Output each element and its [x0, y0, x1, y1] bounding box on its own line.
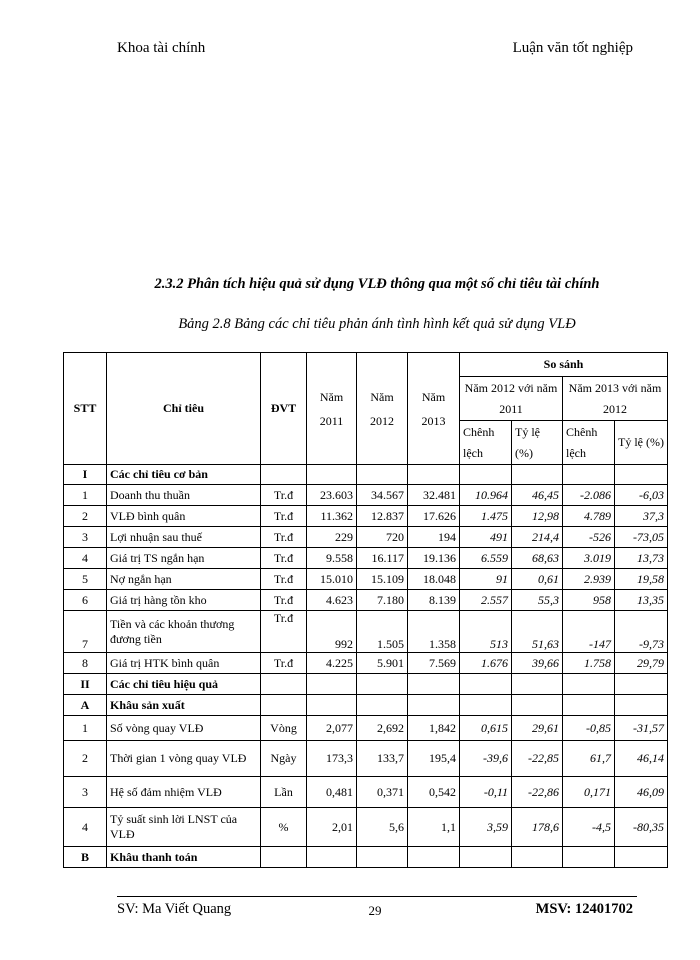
table-cell: 5 [64, 569, 107, 590]
table-cell: -31,57 [615, 716, 668, 741]
table-cell: 0,371 [357, 777, 408, 808]
table-cell: 214,4 [512, 527, 563, 548]
col-dvt: ĐVT [261, 353, 307, 465]
table-header [64, 353, 668, 465]
table-cell: 8.139 [408, 590, 460, 611]
footer-student: SV: Ma Viết Quang [117, 901, 232, 917]
table-cell [307, 674, 357, 695]
table-cell: 173,3 [307, 741, 357, 777]
table-cell: II [64, 674, 107, 695]
table-cell: Lợi nhuận sau thuế [107, 527, 261, 548]
table-cell [261, 465, 307, 485]
table-row [64, 590, 668, 611]
table-cell: -0,85 [563, 716, 615, 741]
table-cell: 1,1 [408, 808, 460, 847]
table-cell: 6.559 [460, 548, 512, 569]
table-cell [615, 695, 668, 716]
table-cell: 23.603 [307, 485, 357, 506]
table-cell: 178,6 [512, 808, 563, 847]
table-cell: 13,35 [615, 590, 668, 611]
table-row [64, 465, 668, 485]
table-cell: 2.939 [563, 569, 615, 590]
table-cell [615, 847, 668, 868]
table-cell: 15.109 [357, 569, 408, 590]
table-cell [563, 847, 615, 868]
table-cell [512, 465, 563, 485]
table-cell [512, 674, 563, 695]
table-cell [460, 695, 512, 716]
col-stt: STT [64, 353, 107, 465]
col-tyle-1: Tỷ lệ (%) [512, 421, 563, 465]
table-cell [408, 465, 460, 485]
table-cell: 37,3 [615, 506, 668, 527]
table-cell: 10.964 [460, 485, 512, 506]
table-cell: 19,58 [615, 569, 668, 590]
col-chenh-2: Chênh lệch [563, 421, 615, 465]
table-cell [460, 847, 512, 868]
col-2011: Năm 2011 [307, 353, 357, 465]
table-row [64, 777, 668, 808]
table-cell: 992 [307, 611, 357, 653]
header-thesis: Luận văn tốt nghiệp [512, 40, 633, 56]
table-cell: Giá trị TS ngắn hạn [107, 548, 261, 569]
table-cell: 2.557 [460, 590, 512, 611]
table-row [64, 674, 668, 695]
col-cmp-2013-2012: Năm 2013 với năm 2012 [563, 377, 668, 421]
table-cell: 17.626 [408, 506, 460, 527]
table-cell: 91 [460, 569, 512, 590]
col-2013: Năm 2013 [408, 353, 460, 465]
table-cell: 0,481 [307, 777, 357, 808]
table-cell: 1 [64, 716, 107, 741]
table-cell: 7.569 [408, 653, 460, 674]
table-cell: 18.048 [408, 569, 460, 590]
table-cell [357, 674, 408, 695]
table-cell: 4.789 [563, 506, 615, 527]
table-cell: 4.623 [307, 590, 357, 611]
table-cell: 13,73 [615, 548, 668, 569]
table-cell: Khâu thanh toán [107, 847, 261, 868]
table-cell: 1.676 [460, 653, 512, 674]
table-cell [615, 674, 668, 695]
table-row [64, 695, 668, 716]
table-cell: 513 [460, 611, 512, 653]
table-cell [512, 695, 563, 716]
table-cell: -22,85 [512, 741, 563, 777]
table-cell: Hệ số đảm nhiệm VLĐ [107, 777, 261, 808]
table-cell: Tr.đ [261, 548, 307, 569]
table-cell [261, 695, 307, 716]
table-cell: 720 [357, 527, 408, 548]
table-cell: -147 [563, 611, 615, 653]
table-cell: 0,171 [563, 777, 615, 808]
col-cmp-2012-2011: Năm 2012 với năm 2011 [460, 377, 563, 421]
table-cell: 9.558 [307, 548, 357, 569]
table-cell: 1.505 [357, 611, 408, 653]
table-cell: Tỷ suất sinh lời LNST của VLĐ [107, 808, 261, 847]
indicator-table [63, 352, 668, 868]
table-cell: Khâu sản xuất [107, 695, 261, 716]
table-cell: Vòng [261, 716, 307, 741]
table-cell: Tr.đ [261, 590, 307, 611]
col-sosanh: So sánh [460, 353, 668, 377]
footer-page-number: 29 [368, 903, 382, 918]
footer-msv: MSV: 12401702 [535, 901, 633, 917]
table-cell: 1 [64, 485, 107, 506]
table-cell: Tr.đ [261, 569, 307, 590]
table-cell: 29,61 [512, 716, 563, 741]
table-cell: 491 [460, 527, 512, 548]
table-cell: 29,79 [615, 653, 668, 674]
table-cell: 2 [64, 506, 107, 527]
table-cell: -22,86 [512, 777, 563, 808]
table-cell: 7.180 [357, 590, 408, 611]
table-cell: 19.136 [408, 548, 460, 569]
table-cell: 34.567 [357, 485, 408, 506]
col-chitieu: Chỉ tiêu [107, 353, 261, 465]
table-row [64, 548, 668, 569]
col-2012: Năm 2012 [357, 353, 408, 465]
table-cell: Tiền và các khoản thương đương tiền [107, 611, 261, 653]
header-faculty: Khoa tài chính [117, 40, 206, 56]
table-cell: Lần [261, 777, 307, 808]
table-cell: 15.010 [307, 569, 357, 590]
table-cell: 1.358 [408, 611, 460, 653]
table-row [64, 716, 668, 741]
table-cell: Giá trị hàng tồn kho [107, 590, 261, 611]
table-cell: 229 [307, 527, 357, 548]
table-cell: 4 [64, 548, 107, 569]
table-cell: 958 [563, 590, 615, 611]
table-cell [357, 465, 408, 485]
table-cell [261, 847, 307, 868]
table-cell: -0,11 [460, 777, 512, 808]
table-cell: 1.475 [460, 506, 512, 527]
table-cell [357, 695, 408, 716]
table-cell: 5.901 [357, 653, 408, 674]
table-cell [460, 674, 512, 695]
table-cell [408, 847, 460, 868]
table-cell: 32.481 [408, 485, 460, 506]
table-row [64, 611, 668, 653]
table-cell: 195,4 [408, 741, 460, 777]
table-cell: Ngày [261, 741, 307, 777]
table-cell: 3 [64, 527, 107, 548]
table-cell [357, 847, 408, 868]
table-cell: 3.019 [563, 548, 615, 569]
table-cell: Các chỉ tiêu cơ bản [107, 465, 261, 485]
table-cell: -2.086 [563, 485, 615, 506]
table-cell: -39,6 [460, 741, 512, 777]
table-cell: 12.837 [357, 506, 408, 527]
table-row [64, 506, 668, 527]
col-tyle-2: Tỷ lệ (%) [615, 421, 668, 465]
table-cell: Số vòng quay VLĐ [107, 716, 261, 741]
table-cell: 51,63 [512, 611, 563, 653]
table-cell [512, 847, 563, 868]
table-cell: Thời gian 1 vòng quay VLĐ [107, 741, 261, 777]
table-row [64, 485, 668, 506]
table-cell: Tr.đ [261, 527, 307, 548]
table-cell: 3 [64, 777, 107, 808]
table-cell: 46,45 [512, 485, 563, 506]
table-cell: -6,03 [615, 485, 668, 506]
table-cell: -4,5 [563, 808, 615, 847]
table-cell: Giá trị HTK bình quân [107, 653, 261, 674]
table-cell [563, 674, 615, 695]
table-cell: Doanh thu thuần [107, 485, 261, 506]
table-cell: 5,6 [357, 808, 408, 847]
table-row [64, 847, 668, 868]
table-cell: 55,3 [512, 590, 563, 611]
table-cell [307, 847, 357, 868]
table-cell: B [64, 847, 107, 868]
table-cell: Tr.đ [261, 611, 307, 653]
table-cell [261, 674, 307, 695]
table-cell: I [64, 465, 107, 485]
table-body [64, 465, 668, 868]
table-cell: 2 [64, 741, 107, 777]
table-cell: 2,01 [307, 808, 357, 847]
table-cell: A [64, 695, 107, 716]
table-row [64, 653, 668, 674]
table-cell: 4.225 [307, 653, 357, 674]
table-cell [460, 465, 512, 485]
table-cell: 12,98 [512, 506, 563, 527]
table-cell: 0,615 [460, 716, 512, 741]
table-cell [563, 465, 615, 485]
table-cell [563, 695, 615, 716]
table-cell: 2,692 [357, 716, 408, 741]
table-cell: 8 [64, 653, 107, 674]
table-cell: -526 [563, 527, 615, 548]
table-row [64, 569, 668, 590]
table-cell: 194 [408, 527, 460, 548]
table-cell: Tr.đ [261, 485, 307, 506]
table-cell: 68,63 [512, 548, 563, 569]
table-cell: 0,542 [408, 777, 460, 808]
table-cell: Các chỉ tiêu hiệu quả [107, 674, 261, 695]
footer-divider [117, 896, 637, 897]
table-cell [408, 674, 460, 695]
table-cell: 39,66 [512, 653, 563, 674]
table-cell: Tr.đ [261, 653, 307, 674]
table-cell [408, 695, 460, 716]
table-cell: 16.117 [357, 548, 408, 569]
table-cell: 11.362 [307, 506, 357, 527]
table-cell: 2,077 [307, 716, 357, 741]
col-chenh-1: Chênh lệch [460, 421, 512, 465]
section-title: 2.3.2 Phân tích hiệu quả sử dụng VLĐ thông qua một số chỉ tiêu tài chính [154, 276, 600, 292]
table-cell [307, 465, 357, 485]
table-row [64, 741, 668, 777]
table-cell: 3,59 [460, 808, 512, 847]
table-cell: VLĐ bình quân [107, 506, 261, 527]
table-cell: 1.758 [563, 653, 615, 674]
table-cell: 61,7 [563, 741, 615, 777]
table-cell: -9,73 [615, 611, 668, 653]
table-cell: 1,842 [408, 716, 460, 741]
table-row [64, 527, 668, 548]
table-cell [615, 465, 668, 485]
table-caption: Bảng 2.8 Bảng các chỉ tiêu phản ánh tình hình kết quả sử dụng VLĐ [178, 316, 576, 332]
table-cell: Nợ ngắn hạn [107, 569, 261, 590]
table-cell [307, 695, 357, 716]
table-cell: 46,14 [615, 741, 668, 777]
table-cell: -73,05 [615, 527, 668, 548]
table-cell: 4 [64, 808, 107, 847]
table-cell: % [261, 808, 307, 847]
table-cell: 6 [64, 590, 107, 611]
table-row [64, 808, 668, 847]
table-cell: Tr.đ [261, 506, 307, 527]
table-cell: 133,7 [357, 741, 408, 777]
table-cell: 0,61 [512, 569, 563, 590]
table-cell: 46,09 [615, 777, 668, 808]
table-cell: -80,35 [615, 808, 668, 847]
table-cell: 7 [64, 611, 107, 653]
